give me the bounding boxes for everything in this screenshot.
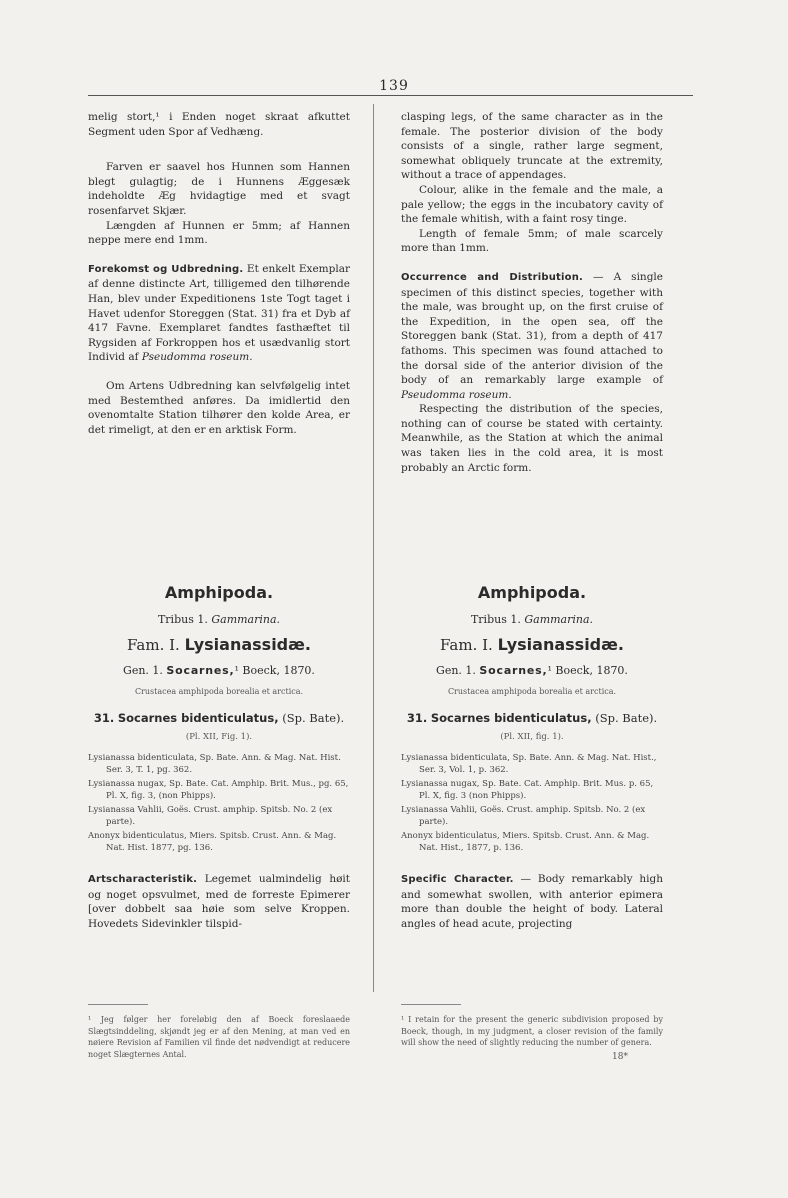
- right-paragraph-1: clasping legs, of the same character as in the female. The posterior division of the body consists of a single, rather large segment, somewhat obliquely truncate at the extremity, without a trace of appendages.: [401, 111, 663, 182]
- left-genus: [88, 664, 350, 677]
- right-family-name: Lysianassidæ.: [497, 635, 624, 654]
- left-plate-reference: (Pl. XII, Fig. 1).: [185, 732, 253, 742]
- right-taxon-section: [401, 583, 663, 931]
- printer-signature: 18*: [612, 1052, 628, 1062]
- left-species: [88, 712, 350, 725]
- left-synonym: Lysianassa Vahlii, Goës. Crust. amphip. Spitsb. No. 2 (ex parte).: [88, 805, 333, 827]
- left-character-paragraph: [88, 872, 350, 931]
- right-synonym: Lysianassa Vahlii, Goës. Crust. amphip. Spitsb. No. 2 (ex parte).: [401, 805, 646, 827]
- right-paragraph-5: Respecting the distribution of the species, nothing can of course be stated with certainty. Meanwhile, as the Station at which the animal was taken lies in the cold area, it is most probably an Arctic form.: [401, 403, 663, 474]
- left-synonym: Lysianassa bidenticulata, Sp. Bate. Ann. & Mag. Nat. Hist. Ser. 3, T. 1, pg. 362.: [88, 753, 341, 775]
- column-divider: [373, 104, 374, 992]
- right-genus-author: ¹ Boeck, 1870.: [547, 664, 628, 677]
- right-paragraph-4: [401, 270, 663, 402]
- right-plate-reference: (Pl. XII, fig. 1).: [500, 732, 564, 742]
- page-number: 139: [379, 78, 409, 94]
- left-tribus-label: Tribus 1.: [157, 613, 208, 626]
- right-paragraph-3: Length of female 5mm; of male scarcely more than 1mm.: [401, 227, 663, 255]
- left-family: [88, 635, 350, 654]
- right-tribus: [401, 613, 663, 626]
- right-tribus-name: Gammarina.: [524, 613, 594, 626]
- right-character-text: — Body remarkably high and somewhat swollen, with anterior epimera more than double the height of body. Lateral angles of head acute, projecting: [401, 873, 663, 930]
- left-tribus-name: Gammarina.: [211, 613, 281, 626]
- right-family: [401, 635, 663, 654]
- left-paragraph-2: Farven er saavel hos Hunnen som Hannen blegt gulagtig; de i Hunnens Æggesæk indeholdte Æg hvidagtige med et svagt rosenfarvet Skjær.: [88, 161, 350, 217]
- left-species-name: Socarnes bidenticulatus,: [117, 711, 279, 725]
- right-synonym: Lysianassa nugax, Sp. Bate. Cat. Amphip. Brit. Mus. p. 65, Pl. X, fig. 3 (non Phipps).: [401, 779, 654, 801]
- left-footnote: ¹ Jeg følger her foreløbig den af Boeck foreslaaede Slægtsinddeling, skjøndt jeg er af den Mening, at man ved en nøiere Revision af Familien vil finde det nødvendigt at reducere noget Slægternes Antal.: [88, 1015, 350, 1059]
- right-synonym: Lysianassa bidenticulata, Sp. Bate. Ann. & Mag. Nat. Hist., Ser. 3, Vol. 1, p. 362.: [401, 753, 657, 775]
- right-character-paragraph: [401, 872, 663, 931]
- right-occurrence-heading: Occurrence and Distribution.: [401, 271, 584, 283]
- right-tribus-label: Tribus 1.: [470, 613, 521, 626]
- left-column-text: [88, 110, 350, 437]
- left-family-name: Lysianassidæ.: [184, 635, 311, 654]
- left-synonym: Anonyx bidenticulatus, Miers. Spitsb. Crust. Ann. & Mag. Nat. Hist. 1877, pg. 136.: [88, 831, 337, 853]
- right-species: [401, 712, 663, 725]
- left-genus-reference: Crustacea amphipoda borealia et arctica.: [134, 687, 304, 696]
- left-character-text: Legemet ualmindelig høit og noget opsvulmet, med de forreste Epimerer [over dobbelt saa høie som selve Kroppen. Hovedets Sidevinkler tilspid-: [88, 873, 350, 930]
- left-synonym: Lysianassa nugax, Sp. Bate. Cat. Amphip. Brit. Mus., pg. 65, Pl. X, fig. 3, (non Phipps).: [88, 779, 349, 801]
- right-species-author: (Sp. Bate).: [591, 711, 658, 725]
- left-occurrence-species: Pseudomma roseum.: [141, 351, 253, 364]
- right-genus-reference: Crustacea amphipoda borealia et arctica.: [447, 687, 617, 696]
- right-paragraph-2: Colour, alike in the female and the male, a pale yellow; the eggs in the incubatory cavity of the female whitish, with a faint rosy tinge.: [401, 183, 663, 226]
- right-species-name: Socarnes bidenticulatus,: [430, 711, 592, 725]
- left-tribus: [88, 613, 350, 626]
- right-column-text: [401, 110, 663, 475]
- header-rule: [88, 95, 693, 96]
- left-species-author: (Sp. Bate).: [278, 711, 345, 725]
- right-occurrence-text: — A single specimen of this distinct species, together with the male, was brought up, on the first cruise of the Expedition, in the open sea, off the Storeggen bank (Stat. 31), from a depth of 417 fathoms. This specimen was found attached to the dorsal side of the anterior division of the body of an remarkably large example of: [401, 270, 663, 387]
- left-species-number: 31.: [93, 711, 115, 725]
- left-paragraph-3: Længden af Hunnen er 5mm; af Hannen neppe mere end 1mm.: [88, 219, 350, 247]
- right-genus: [401, 664, 663, 677]
- right-synonym: Anonyx bidenticulatus, Miers. Spitsb. Crust. Ann. & Mag. Nat. Hist., 1877, p. 136.: [401, 831, 650, 853]
- left-paragraph-1: melig stort,¹ i Enden noget skraat afkuttet Segment uden Spor af Vedhæng.: [88, 111, 350, 138]
- left-genus-name: Socarnes,: [166, 664, 235, 677]
- left-family-label: Fam. I.: [127, 636, 180, 654]
- left-character-heading: Artscharacteristik.: [88, 874, 198, 885]
- right-section-title: Amphipoda.: [477, 583, 587, 602]
- left-paragraph-4: [88, 262, 350, 365]
- right-species-number: 31.: [406, 711, 428, 725]
- left-section-title: Amphipoda.: [164, 583, 274, 602]
- left-footnote-rule: [88, 1004, 148, 1005]
- right-footnote: ¹ I retain for the present the generic subdivision proposed by Boeck, though, in my judgment, a closer revision of the family will show the need of slightly reducing the number of genera.: [401, 1015, 663, 1047]
- left-genus-author: ¹ Boeck, 1870.: [234, 664, 315, 677]
- right-footnote-rule: [401, 1004, 461, 1005]
- right-occurrence-species: Pseudomma roseum.: [401, 388, 512, 401]
- left-genus-label: Gen. 1.: [123, 664, 163, 677]
- right-genus-label: Gen. 1.: [436, 664, 476, 677]
- left-taxon-section: [88, 583, 350, 931]
- right-family-label: Fam. I.: [440, 636, 493, 654]
- left-occurrence-heading: Forekomst og Udbredning.: [88, 263, 244, 275]
- left-occurrence-text: Et enkelt Exemplar af denne distincte Art, tilligemed den tilhørende Han, blev under Expeditionens 1ste Togt taget i Havet udenfor Storeggen (Stat. 31) fra et Dyb af 417 Favne. Exemplaret fandtes fasthæftet til Rygsiden af Forkroppen hos et usædvanlig stort Individ af: [88, 262, 350, 364]
- right-character-heading: Specific Character.: [401, 874, 514, 885]
- right-genus-name: Socarnes,: [479, 664, 548, 677]
- left-paragraph-5: Om Artens Udbredning kan selvfølgelig intet med Bestemthed anføres. Da imidlertid den ovenomtalte Station tilhører den kolde Area, er det rimeligt, at den er en arktisk Form.: [88, 379, 350, 436]
